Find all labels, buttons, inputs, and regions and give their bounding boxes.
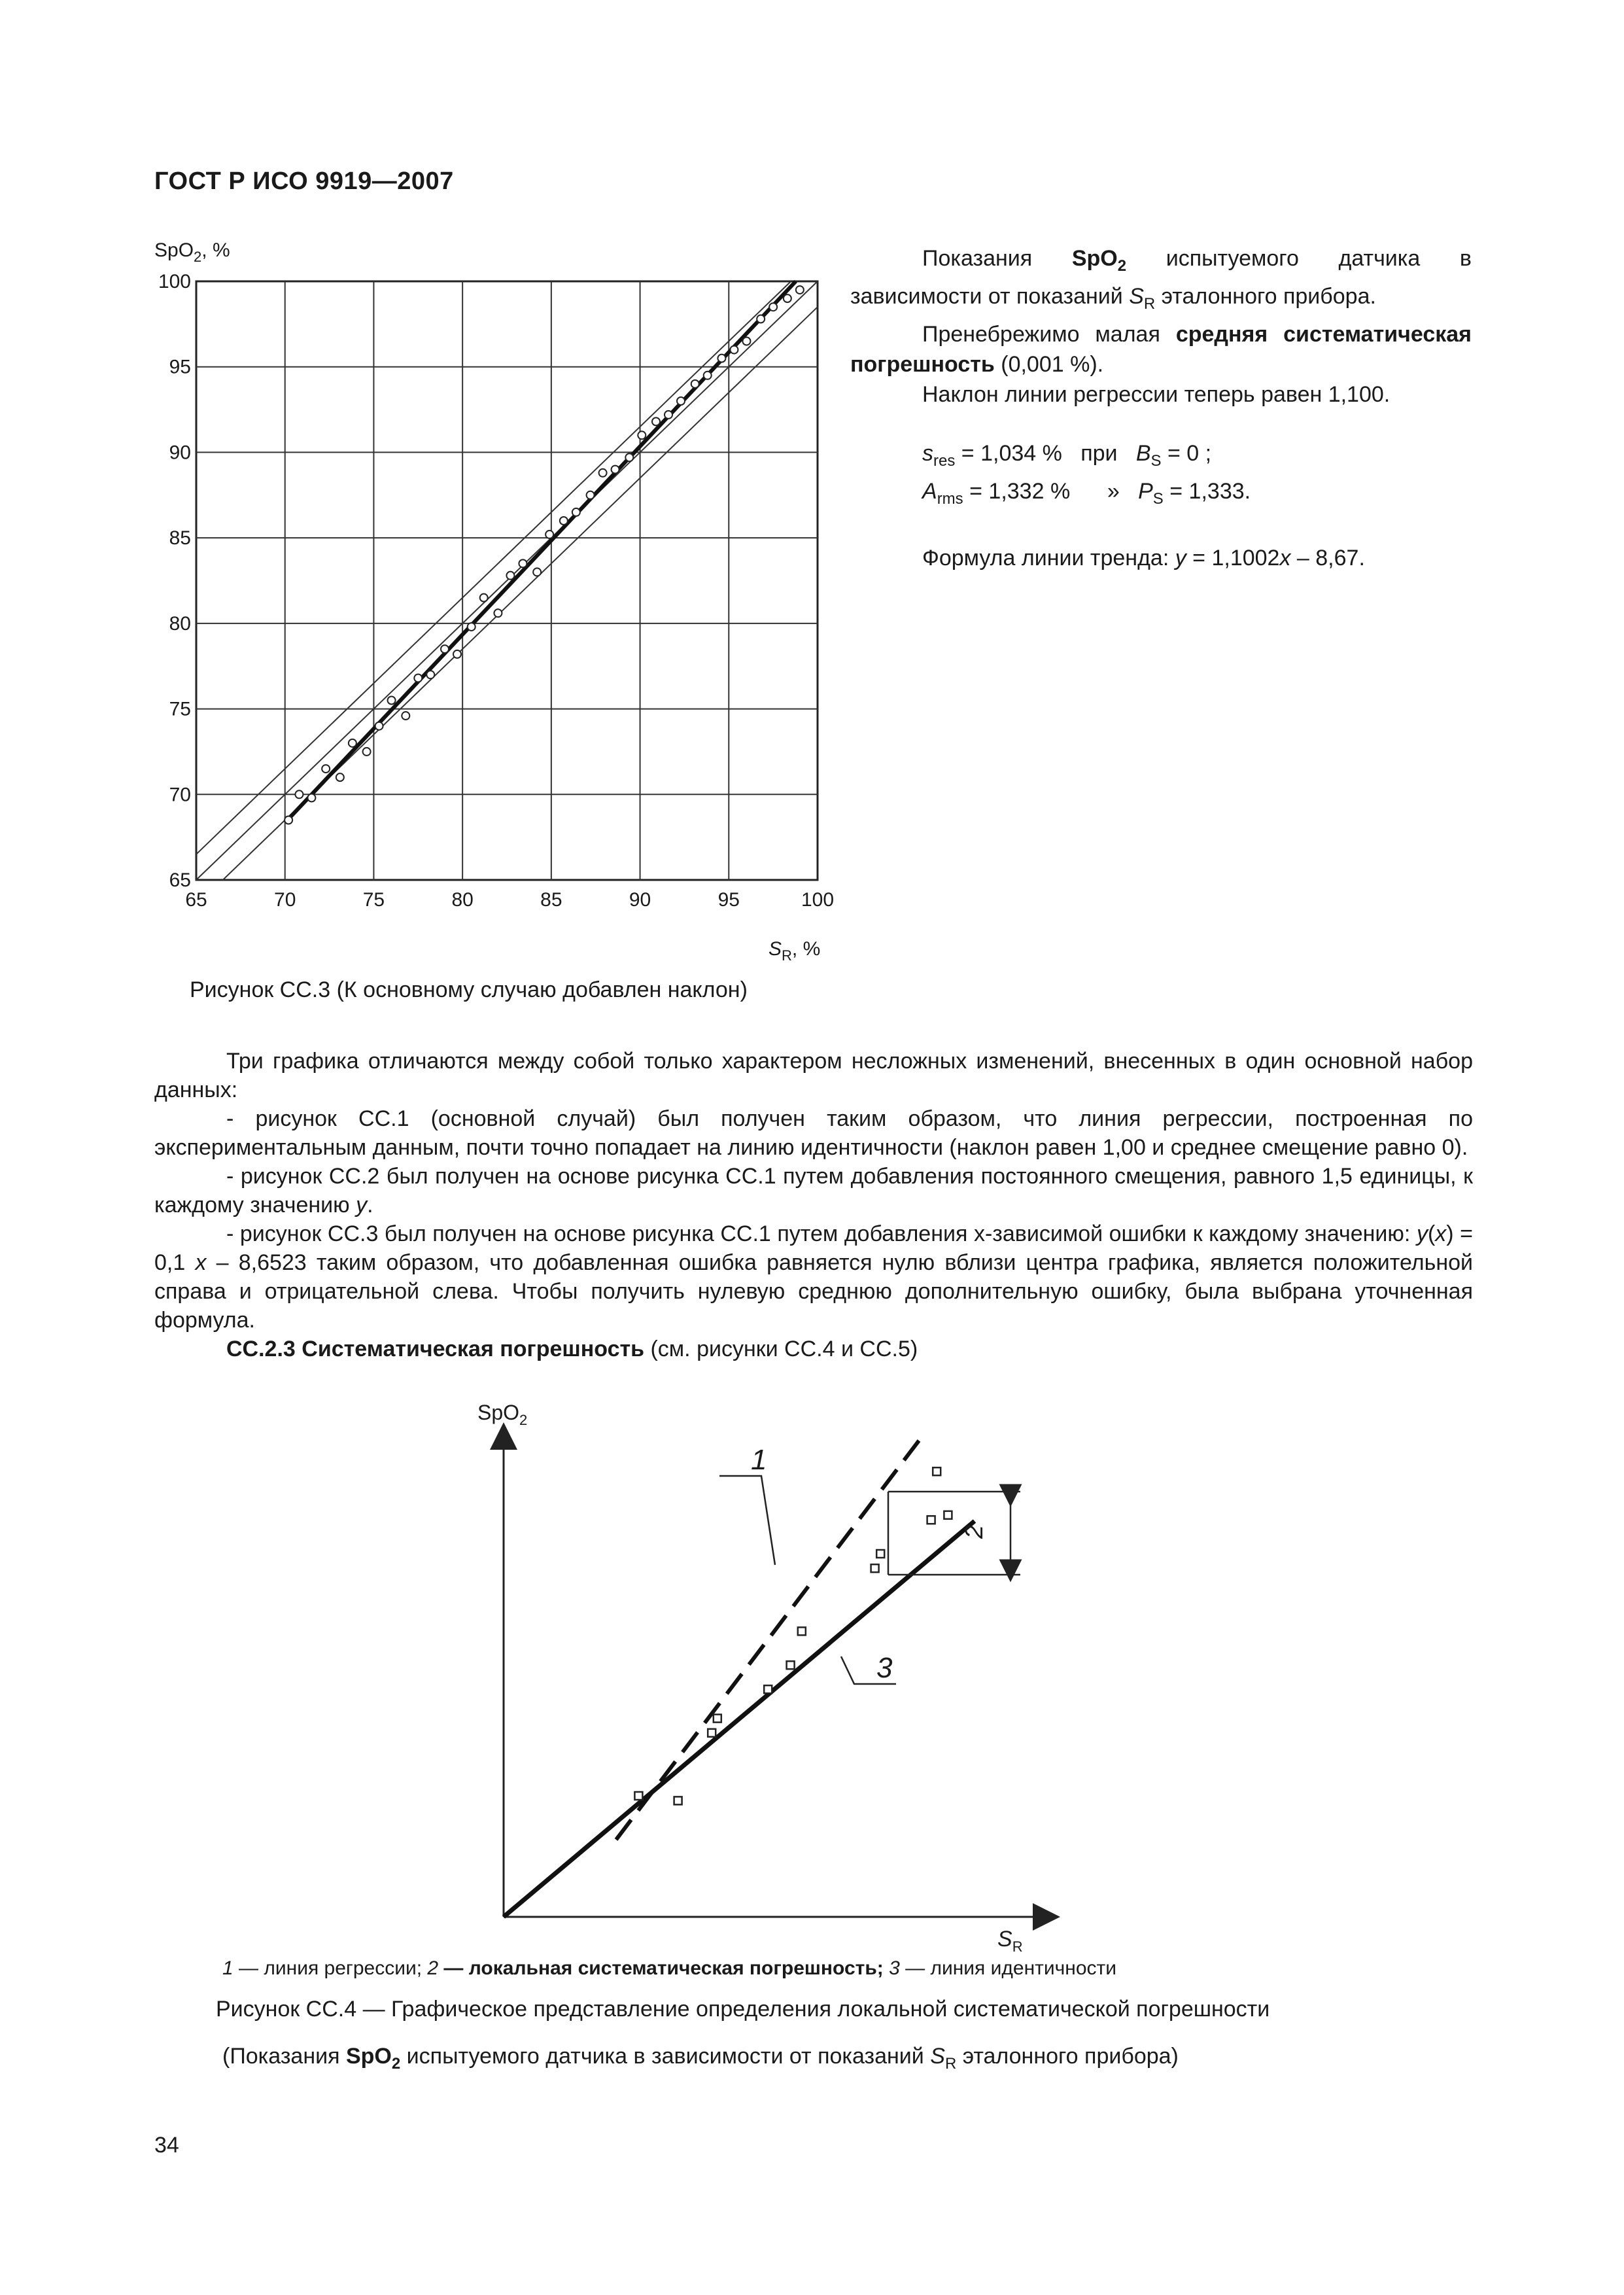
figure-cc4-legend: 1 — линия регрессии; 2 — локальная систематическая погрешность; 3 — линия идентичности	[222, 1957, 1117, 1979]
x-axis-label: $S_R$, %	[769, 938, 821, 964]
data-point	[787, 1661, 795, 1669]
scatter-point	[349, 739, 356, 747]
document-header: ГОСТ Р ИСО 9919—2007	[154, 167, 454, 195]
y-tick-label: 70	[169, 784, 191, 806]
figure-cc3-chart	[131, 236, 850, 968]
y-tick-label: 85	[169, 527, 191, 550]
x-tick-labels	[185, 889, 834, 911]
y-tick-label: 95	[169, 356, 191, 378]
scatter-point	[402, 712, 409, 720]
scatter-point	[480, 594, 488, 602]
label-2: 2	[961, 1524, 988, 1539]
page-number: 34	[154, 2133, 179, 2158]
scatter-point	[453, 650, 461, 658]
y-tick-label: 65	[169, 869, 191, 891]
figure-cc3-notes	[850, 243, 1472, 573]
stat-s-res: $s_{res} = 1,034$ % при $B_S = 0$ ;	[922, 441, 1212, 470]
scatter-point	[704, 372, 712, 379]
scatter-point	[599, 469, 607, 477]
x-tick-label: 90	[629, 889, 651, 911]
scatter-point	[426, 671, 434, 678]
trend-formula: Формула линии тренда: y = 1,1002x – 8,67.	[922, 546, 1365, 570]
data-point	[674, 1796, 682, 1804]
scatter-point	[665, 411, 672, 419]
scatter-point	[375, 722, 383, 730]
scatter-point	[691, 380, 699, 388]
y-tick-label: 80	[169, 612, 191, 635]
data-point	[876, 1550, 884, 1558]
scatter-point	[717, 355, 725, 362]
data-point	[933, 1467, 941, 1475]
scatter-point	[742, 338, 750, 345]
paragraph-cc2: - рисунок СС.2 был получен на основе рисунка СС.1 путем добавления постоянного смещения, равного 1,5 единицы, к каждому значению у.	[154, 1164, 1473, 1218]
scatter-point	[307, 794, 315, 802]
data-points	[634, 1467, 952, 1804]
scatter-point	[295, 790, 303, 798]
paragraph-intro: Три графика отличаются между собой только характером несложных изменений, внесенных в один основной набор данных:	[154, 1049, 1473, 1102]
x-tick-label: 100	[801, 889, 835, 911]
scatter-point	[545, 531, 553, 538]
scatter-point	[796, 286, 804, 294]
scatter-point	[506, 572, 514, 580]
note-line-1: Показания SpO$_2$ испытуемого датчика в зависимости от показаний $S_R$ эталонного прибора.	[850, 246, 1472, 313]
scatter-point	[468, 623, 475, 631]
y-axis-label: SpO$_2$, %	[154, 239, 230, 265]
data-point	[871, 1564, 879, 1572]
scatter-point	[784, 294, 791, 302]
identity-line	[196, 281, 818, 880]
scatter-point	[322, 765, 330, 773]
data-point	[708, 1729, 716, 1737]
body-text	[154, 1047, 1473, 1363]
figure-cc4-chart	[392, 1387, 1112, 1955]
y-tick-label: 90	[169, 442, 191, 464]
scatter-point	[587, 491, 595, 499]
data-point	[944, 1511, 952, 1519]
x-tick-label: 95	[717, 889, 740, 911]
scatter-point	[388, 697, 396, 705]
reference-lines	[196, 281, 818, 880]
x-tick-label: 70	[274, 889, 296, 911]
scatter-point	[441, 645, 449, 653]
note-line-3: Наклон линии регрессии теперь равен 1,100.	[922, 382, 1391, 407]
identity-line	[504, 1521, 975, 1917]
scatter-point	[533, 568, 541, 576]
data-point	[714, 1715, 721, 1723]
scatter-point	[730, 346, 738, 354]
scatter-point	[757, 315, 765, 323]
x-tick-label: 65	[185, 889, 207, 911]
scatter-point	[285, 816, 292, 824]
paragraph-cc3: - рисунок СС.3 был получен на основе рисунка СС.1 путем добавления х-зависимой ошибки к каждому значению: у(х) = 0,1 х – 8,6523 таким образом, что добавленная ошибка равняется нулю вблизи центра графика, является положительной справа и отрицательной слева. Чтобы получить нулевую среднюю дополнительную ошибку, была выбрана уточненная формула.	[154, 1221, 1474, 1333]
scatter-point	[414, 674, 422, 682]
scatter-point	[519, 559, 527, 567]
note-line-2: Пренебрежимо малая средняя систематическая погрешность (0,001 %).	[850, 322, 1472, 377]
trend-line	[285, 281, 796, 823]
regression-line	[616, 1441, 919, 1840]
x-tick-label: 80	[451, 889, 474, 911]
callout-1-leader	[719, 1476, 775, 1565]
scatter-point	[625, 453, 633, 461]
data-point	[798, 1627, 806, 1635]
scatter-point	[677, 397, 685, 405]
scatter-point	[560, 517, 568, 525]
scatter-point	[769, 303, 777, 311]
data-point	[764, 1685, 772, 1693]
scatter-point	[336, 773, 344, 781]
figure-cc4-caption: Рисунок СС.4 — Графическое представление определения локальной систематической погрешности	[216, 1997, 1270, 2022]
stat-a-rms: $A_{rms} = 1,332$ % » $P_S = 1,333$.	[922, 479, 1251, 508]
scatter-point	[612, 466, 619, 474]
scatter-point	[638, 431, 646, 439]
y-axis-label: SpO$_2$	[477, 1401, 528, 1428]
label-1: 1	[751, 1444, 767, 1476]
scatter-point	[572, 508, 580, 516]
scatter-point	[494, 609, 502, 617]
figure-cc4-subcaption: (Показания SpO$_2$ испытуемого датчика в зависимости от показаний $S_R$ эталонного прибора)	[222, 2044, 1179, 2073]
scatter-point	[363, 748, 371, 756]
paragraph-cc1: - рисунок СС.1 (основной случай) был получен таким образом, что линия регрессии, построенная по экспериментальным данным, почти точно попадает на линию идентичности (наклон равен 1,00 и среднее смещение равно 0).	[154, 1106, 1473, 1160]
scatter-point	[652, 417, 660, 425]
section-heading: СС.2.3 Систематическая погрешность (см. рисунки СС.4 и СС.5)	[226, 1337, 918, 1361]
y-tick-label: 75	[169, 698, 191, 720]
x-axis-label: $S_R$	[997, 1927, 1023, 1955]
figure-cc3-caption: Рисунок СС.3 (К основному случаю добавлен наклон)	[190, 977, 748, 1002]
data-point	[927, 1516, 935, 1524]
data-point	[634, 1792, 642, 1800]
x-tick-label: 85	[540, 889, 562, 911]
y-tick-label: 100	[158, 271, 191, 292]
x-tick-label: 75	[362, 889, 385, 911]
y-tick-labels	[158, 271, 191, 891]
label-3: 3	[876, 1652, 893, 1684]
